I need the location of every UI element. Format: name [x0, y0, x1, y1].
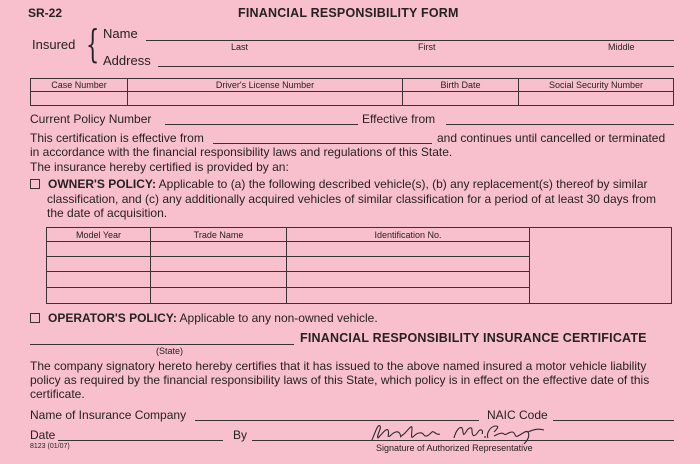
certificate-line1: The company signatory hereto hereby certifies that it has issued to the above named insured a motor vehicle liability	[30, 359, 647, 373]
form-title: FINANCIAL RESPONSIBILITY FORM	[238, 6, 459, 20]
owners-policy-line2: classification, and (c) any additionally acquired vehicles of similar classification for a period of at least 30 days from	[47, 192, 656, 206]
case-number-field[interactable]	[31, 92, 128, 106]
vehicle-header-identification: Identification No.	[287, 228, 530, 242]
continues-text: and continues until cancelled or terminated	[437, 131, 666, 145]
vehicle-trade-name-field[interactable]	[151, 242, 287, 257]
address-label: Address	[103, 53, 151, 68]
signature-caption: Signature of Authorized Representative	[376, 443, 533, 453]
birth-date-field[interactable]	[403, 92, 519, 106]
certificate-line3: certificate.	[30, 387, 85, 401]
name-sublabel-middle: Middle	[608, 42, 635, 52]
vehicle-trade-name-field[interactable]	[151, 257, 287, 272]
insured-label: Insured	[32, 37, 76, 52]
form-code: SR-22	[28, 6, 63, 20]
vehicle-model-year-field[interactable]	[47, 242, 151, 257]
naic-line[interactable]	[553, 420, 674, 421]
vehicle-identification-field[interactable]	[287, 288, 530, 304]
name-label: Name	[103, 26, 138, 41]
date-label: Date	[30, 428, 56, 442]
address-line[interactable]	[158, 66, 674, 67]
provided-by-text: The insurance hereby certified is provided by an:	[30, 160, 289, 174]
vehicle-trade-name-field[interactable]	[151, 288, 287, 304]
license-number-field[interactable]	[128, 92, 403, 106]
name-sublabel-last: Last	[231, 42, 249, 52]
operators-policy-text: Applicable to any non-owned vehicle.	[179, 311, 378, 325]
state-line[interactable]	[30, 344, 294, 345]
by-label: By	[233, 428, 248, 442]
operators-policy-row	[30, 311, 378, 325]
effective-from-line[interactable]	[446, 124, 674, 125]
vehicle-trade-name-field[interactable]	[151, 272, 287, 288]
vehicle-model-year-field[interactable]	[47, 257, 151, 272]
owners-policy-title: OWNER'S POLICY:	[48, 177, 156, 191]
vehicle-model-year-field[interactable]	[47, 288, 151, 304]
vehicle-table	[46, 227, 672, 304]
certificate-title: FINANCIAL RESPONSIBILITY INSURANCE CERTIFICATE	[300, 331, 647, 345]
vehicle-header-model-year: Model Year	[47, 228, 151, 242]
accordance-text: in accordance with the financial responsibility laws and regulations of this State.	[30, 145, 453, 159]
cert-effective-text: This certification is effective from	[30, 131, 204, 145]
name-line[interactable]	[146, 40, 674, 41]
state-label: (State)	[156, 346, 184, 356]
company-label: Name of Insurance Company	[30, 408, 187, 422]
vehicle-model-year-field[interactable]	[47, 272, 151, 288]
operators-policy-title: OPERATOR'S POLICY:	[48, 311, 177, 325]
naic-label: NAIC Code	[487, 408, 548, 422]
operators-policy-checkbox[interactable]	[30, 313, 40, 323]
cert-effective-line[interactable]	[213, 143, 432, 144]
id-header-license-number: Driver's License Number	[128, 79, 403, 92]
id-header-case-number: Case Number	[31, 79, 128, 92]
curly-brace-icon: {	[86, 22, 100, 66]
owners-policy-row	[30, 177, 648, 191]
form-number: 8123 (01/07)	[30, 443, 70, 450]
current-policy-line[interactable]	[165, 124, 358, 125]
current-policy-label: Current Policy Number	[30, 112, 152, 126]
vehicle-header-trade-name: Trade Name	[151, 228, 287, 242]
owners-policy-line3: the date of acquisition.	[47, 206, 168, 220]
vehicle-notes-box[interactable]	[530, 228, 672, 304]
owners-policy-line1: Applicable to (a) the following described vehicle(s), (b) any replacement(s) thereof by similar	[158, 177, 648, 191]
name-sublabel-first: First	[418, 42, 436, 52]
owners-policy-checkbox[interactable]	[30, 179, 40, 189]
ssn-field[interactable]	[519, 92, 674, 106]
id-header-ssn: Social Security Number	[519, 79, 674, 92]
date-line[interactable]	[58, 440, 223, 441]
vehicle-identification-field[interactable]	[287, 272, 530, 288]
vehicle-identification-field[interactable]	[287, 242, 530, 257]
effective-from-label: Effective from	[362, 112, 436, 126]
id-table	[30, 78, 674, 106]
vehicle-identification-field[interactable]	[287, 257, 530, 272]
id-header-birth-date: Birth Date	[403, 79, 519, 92]
certificate-line2: policy as required by the financial responsibility laws of this State, which policy is in effect on the effective date of this	[30, 373, 650, 387]
